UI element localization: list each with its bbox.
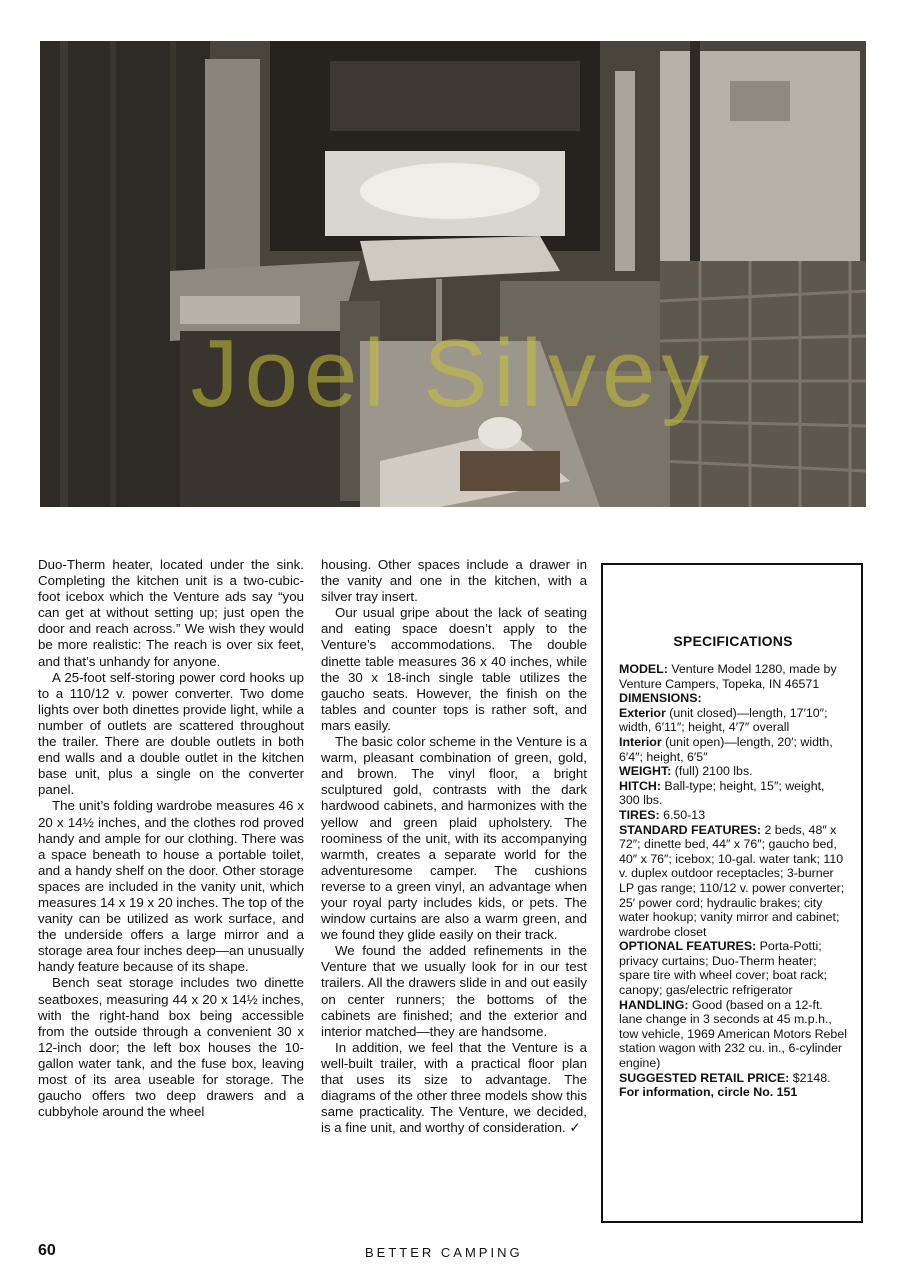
magazine-name: BETTER CAMPING	[365, 1245, 523, 1260]
paragraph: Our usual gripe about the lack of seating and eating space doesn’t apply to the Venture’s accommodations. The double dinette table measures 36 x 40 inches, while the 30 x 18-inch single table utilizes the gaucho seats. However, the finish on the tables and counter tops is rather soft, and mars easily.	[321, 605, 587, 733]
paragraph: In addition, we feel that the Venture is a well-built trailer, with a practical floor plan that uses its size to advantage. The diagrams of the other three models show this same practicality. The Venture, we decided, is a fine unit, and worthy of consideration. ✓	[321, 1039, 587, 1136]
watermark-label: Joel Silvey	[190, 320, 716, 427]
article-column-1	[38, 557, 304, 1120]
paragraph: We found the added refinements in the Venture that we usually look for in our test trailers. All the drawers slide in and out easily on center runners; the bottoms of the cabinets are finished; and the exterior and interior matched—they are handsome.	[321, 943, 587, 1039]
trailer-interior-photo	[40, 41, 866, 507]
specifications-title: SPECIFICATIONS	[673, 633, 793, 649]
spec-label: HITCH:	[619, 778, 661, 793]
spec-label: SUGGESTED RETAIL PRICE:	[619, 1070, 790, 1085]
paragraph: Bench seat storage includes two dinette seatboxes, measuring 44 x 20 x 14½ inches, with the right-hand box being accessible from the outside through a convenient 30 x 12-inch door; the left box houses the 10-gallon water tank, and the fuse box, leaving most of its area useable for storage. The gaucho offers two deep drawers and a cubbyhole around the wheel	[38, 975, 304, 1120]
watermark-text	[40, 41, 866, 507]
spec-value: Ball-type; height, 15″; weight, 300 lbs.	[619, 778, 825, 808]
spec-value: Venture Model 1280, made by Venture Campers, Topeka, IN 46571	[619, 662, 837, 691]
spec-standard-features	[619, 823, 847, 940]
spec-handling	[619, 998, 847, 1071]
specifications-list	[619, 662, 847, 1100]
spec-label: DIMENSIONS:	[619, 691, 702, 706]
article-column-2	[321, 557, 587, 1136]
spec-value: (unit open)—length, 20′; width, 6′4″; height, 6′5″	[619, 734, 833, 764]
spec-label: Exterior	[619, 705, 666, 720]
page-number: 60	[38, 1242, 56, 1259]
specifications-box	[601, 563, 863, 1223]
spec-price	[619, 1071, 847, 1086]
spec-weight	[619, 764, 847, 779]
spec-label: WEIGHT:	[619, 764, 672, 779]
spec-value: (unit closed)—length, 17′10″; width, 6′11″; height, 4′7″ overall	[619, 705, 828, 735]
spec-label: OPTIONAL FEATURES:	[619, 939, 757, 954]
spec-optional-features	[619, 939, 847, 997]
spec-label: TIRES:	[619, 807, 660, 822]
spec-interior	[619, 735, 847, 764]
spec-value: 2 beds, 48″ x 72″; dinette bed, 44″ x 76″; gaucho bed, 40″ x 76″; icebox; 10-gal. water tank; 110 v. duplex outdoor receptacles; 3-burner LP gas range; 110/12 v. power converter; 25′ power cord; hydraulic brakes; city water hookup; vanity mirror and cabinet; wardrobe closet	[619, 822, 845, 939]
spec-value: 6.50-13	[659, 807, 706, 822]
paragraph: Duo-Therm heater, located under the sink. Completing the kitchen unit is a two-cubic-foot icebox which the Venture ads say “you can get at without setting up; just open the door and reach across.” We wish they would be more realistic: The reach is over six feet, and that’s unhandy for anyone.	[38, 557, 304, 669]
spec-value: Good (based on a 12-ft. lane change in 3 seconds at 45 m.p.h., tow vehicle, 1969 American Motors Rebel station wagon with 232 cu. in., 6-cylinder engine)	[619, 997, 847, 1071]
spec-dimensions	[619, 691, 847, 706]
paragraph: A 25-foot self-storing power cord hooks up to a 110/12 v. power converter. Two dome lights over both dinettes provide light, while a number of outlets are scattered throughout the trailer. There are double outlets in both end walls and a double outlet in the kitchen base unit, plus a single on the converter panel.	[38, 669, 304, 798]
spec-tires	[619, 808, 847, 823]
paragraph: The basic color scheme in the Venture is a warm, pleasant combination of green, gold, and brown. The vinyl floor, a bright sculptured gold, contrasts with the dark hardwood cabinets, and harmonizes with the yellow and green plaid upholstery. The roominess of the unit, with its accompanying warmth, creates a separate world for the adventuresome camper. The cushions reverse to a green vinyl, an advantage when your royal party includes kids, or pets. The window curtains are also a warm green, and we found they glide easily on their track.	[321, 734, 587, 943]
spec-exterior	[619, 706, 847, 735]
paragraph: housing. Other spaces include a drawer in the vanity and one in the kitchen, with a silver tray insert.	[321, 557, 587, 605]
spec-label: MODEL:	[619, 662, 668, 676]
paragraph: The unit’s folding wardrobe measures 46 x 20 x 14½ inches, and the clothes rod proved handy and ample for our clothing. There was a space beneath to house a portable toilet, and a handy shelf on the door. Other storage spaces are included in the vanity unit, which measures 14 x 19 x 20 inches. The top of the vanity can be utilized as work surface, and the underside offers a large mirror and a storage area four inches deep—an unusually handy feature because of its shape.	[38, 798, 304, 975]
spec-value: $2148.	[789, 1070, 831, 1085]
spec-info	[619, 1085, 847, 1100]
spec-model	[619, 662, 847, 691]
spec-value: (full) 2100 lbs.	[671, 764, 753, 779]
spec-info-text: For information, circle No. 151	[619, 1085, 798, 1100]
spec-label: STANDARD FEATURES:	[619, 822, 762, 837]
spec-hitch	[619, 779, 847, 808]
spec-label: Interior	[619, 734, 662, 749]
spec-value: Porta-Potti; privacy curtains; Duo-Therm heater; spare tire with wheel cover; boat rack; canopy; gas/electric refrigerator	[619, 939, 827, 998]
spec-label: HANDLING:	[619, 997, 689, 1012]
